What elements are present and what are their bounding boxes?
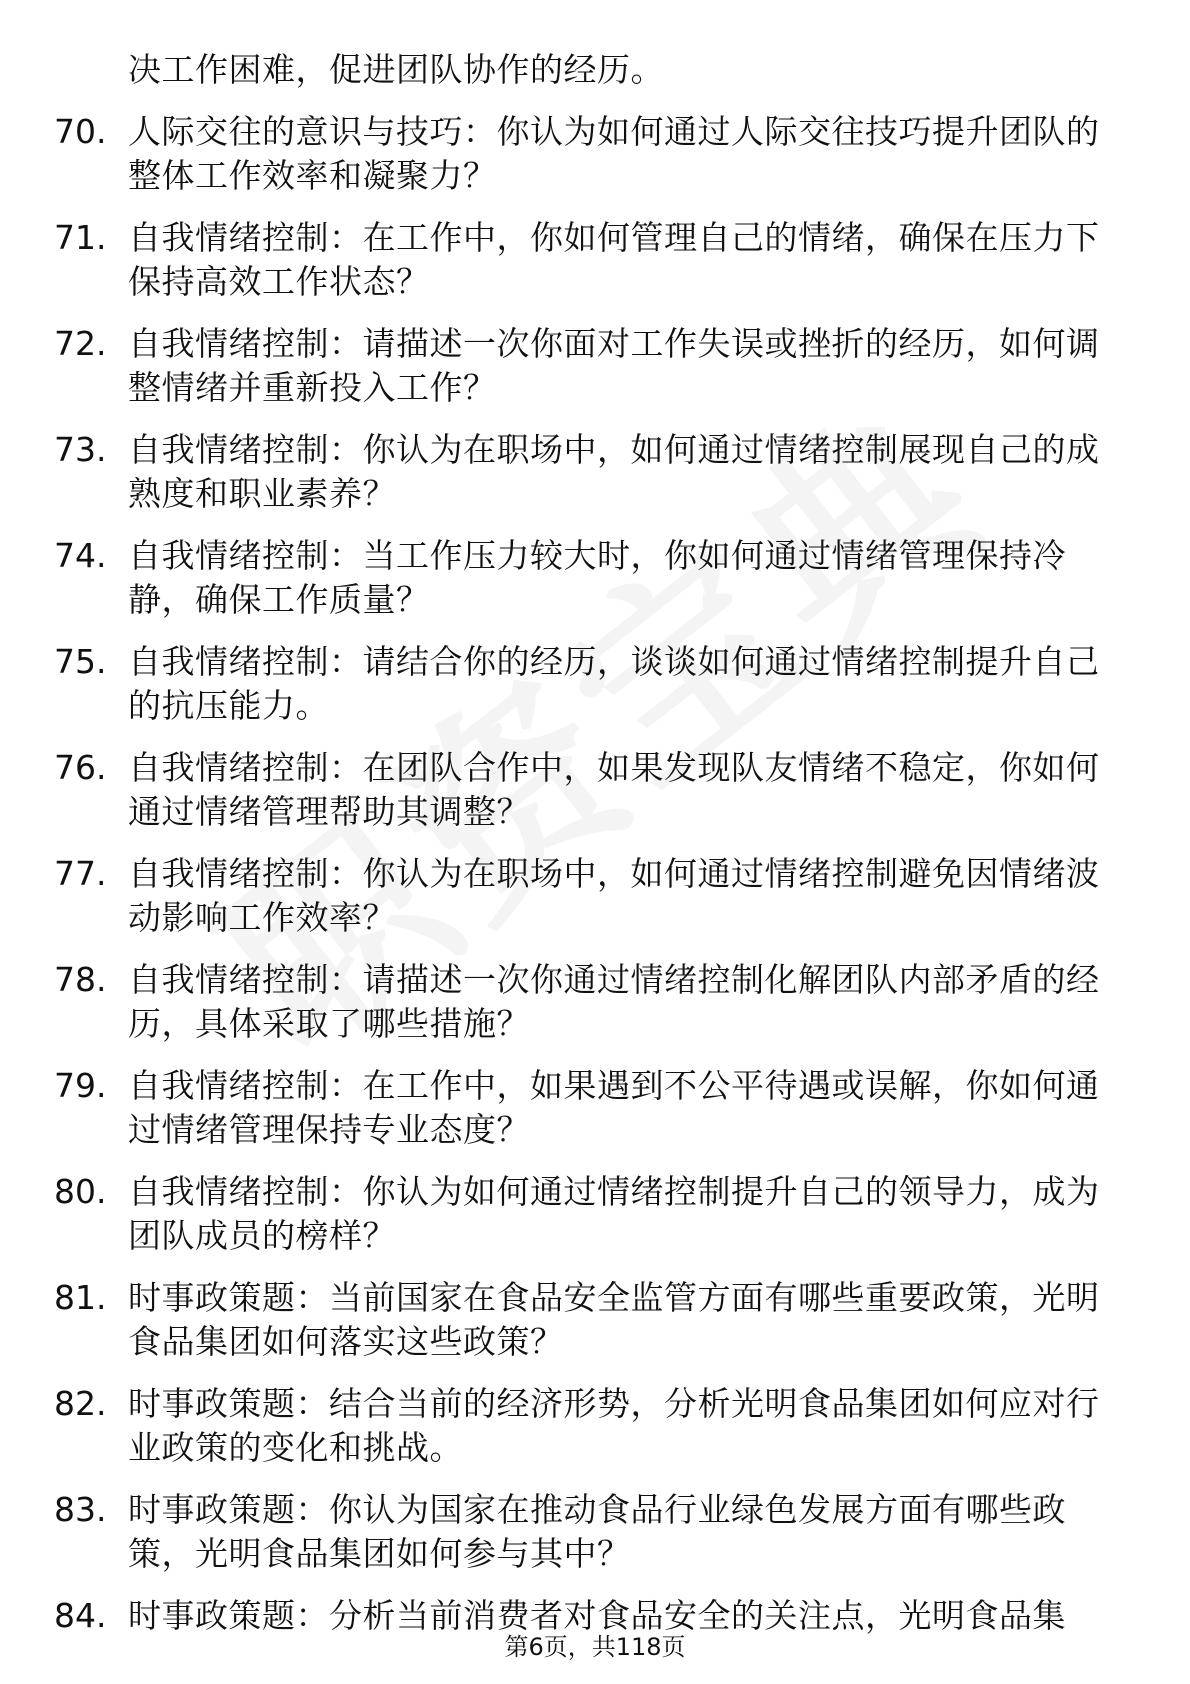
question-text: 时事政策题：你认为国家在推动食品行业绿色发展方面有哪些政策，光明食品集团如何参与其中？ — [128, 1490, 1066, 1573]
question-text: 人际交往的意识与技巧：你认为如何通过人际交往技巧提升团队的整体工作效率和凝聚力？ — [128, 112, 1100, 195]
question-item — [0, 534, 1190, 622]
question-item — [0, 1276, 1190, 1364]
question-item — [0, 640, 1190, 728]
question-number: 72. — [54, 324, 107, 363]
question-text: 自我情绪控制：当工作压力较大时，你如何通过情绪管理保持冷静，确保工作质量？ — [128, 536, 1066, 619]
question-number: 81. — [54, 1278, 107, 1317]
question-number: 75. — [54, 642, 107, 681]
question-text: 自我情绪控制：请描述一次你面对工作失误或挫折的经历，如何调整情绪并重新投入工作？ — [128, 324, 1100, 407]
question-item — [0, 852, 1190, 940]
question-text: 自我情绪控制：在团队合作中，如果发现队友情绪不稳定，你如何通过情绪管理帮助其调整？ — [128, 748, 1100, 831]
question-item — [0, 1064, 1190, 1152]
question-item — [0, 428, 1190, 516]
question-number: 78. — [54, 960, 107, 999]
question-item — [0, 1170, 1190, 1258]
continuation-text: 决工作困难，促进团队协作的经历。 — [128, 50, 664, 89]
question-text: 自我情绪控制：请描述一次你通过情绪控制化解团队内部矛盾的经历，具体采取了哪些措施？ — [128, 960, 1100, 1043]
question-text: 自我情绪控制：你认为在职场中，如何通过情绪控制避免因情绪波动影响工作效率？ — [128, 854, 1100, 937]
question-number: 77. — [54, 854, 107, 893]
question-list — [0, 48, 1190, 1638]
page-footer: 第6页，共118页 — [504, 1633, 686, 1661]
question-item — [0, 322, 1190, 410]
question-number: 84. — [54, 1596, 107, 1635]
question-number: 73. — [54, 430, 107, 469]
question-text: 自我情绪控制：你认为如何通过情绪控制提升自己的领导力，成为团队成员的榜样？ — [128, 1172, 1100, 1255]
question-text: 自我情绪控制：请结合你的经历，谈谈如何通过情绪控制提升自己的抗压能力。 — [128, 642, 1100, 725]
question-item — [0, 216, 1190, 304]
question-number: 82. — [54, 1384, 107, 1423]
question-number: 76. — [54, 748, 107, 787]
question-item — [0, 1488, 1190, 1576]
question-number: 70. — [54, 112, 107, 151]
question-text: 时事政策题：当前国家在食品安全监管方面有哪些重要政策，光明食品集团如何落实这些政策？ — [128, 1278, 1100, 1361]
question-item — [0, 110, 1190, 198]
question-text: 时事政策题：分析当前消费者对食品安全的关注点，光明食品集 — [128, 1596, 1066, 1635]
question-text: 自我情绪控制：你认为在职场中，如何通过情绪控制展现自己的成熟度和职业素养？ — [128, 430, 1100, 513]
question-number: 74. — [54, 536, 107, 575]
question-text: 时事政策题：结合当前的经济形势，分析光明食品集团如何应对行业政策的变化和挑战。 — [128, 1384, 1100, 1467]
question-number: 83. — [54, 1490, 107, 1529]
question-item — [0, 746, 1190, 834]
question-text: 自我情绪控制：在工作中，如果遇到不公平待遇或误解，你如何通过情绪管理保持专业态度？ — [128, 1066, 1100, 1149]
question-item — [0, 1382, 1190, 1470]
question-number: 79. — [54, 1066, 107, 1105]
question-item — [0, 958, 1190, 1046]
question-number: 71. — [54, 218, 107, 257]
question-text: 自我情绪控制：在工作中，你如何管理自己的情绪，确保在压力下保持高效工作状态？ — [128, 218, 1100, 301]
question-number: 80. — [54, 1172, 107, 1211]
